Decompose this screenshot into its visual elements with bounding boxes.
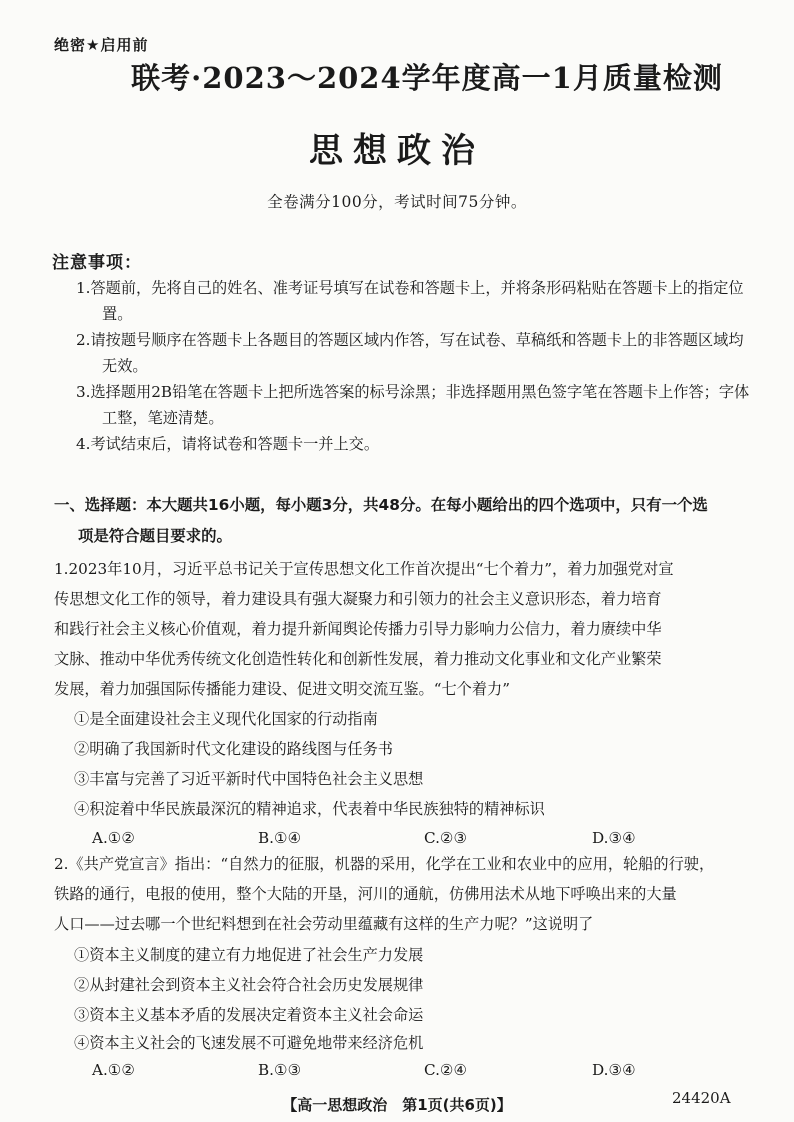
q2-item-2: ②从封建社会到资本主义社会符合社会历史发展规律 (74, 976, 424, 994)
question-1-stem (54, 554, 754, 704)
q1-item-3: ③丰富与完善了习近平新时代中国特色社会主义思想 (74, 770, 424, 788)
subject-title: 思想政治 (309, 131, 485, 171)
q1-option-c[interactable]: C.②③ (424, 829, 468, 847)
q2-item-1: ①资本主义制度的建立有力地促进了社会生产力发展 (74, 946, 424, 964)
notice-item-3: 3.选择题用2B铅笔在答题卡上把所选答案的标号涂黑；非选择题用黑色签字笔在答题卡上作答；字体工整，笔迹清楚。 (76, 383, 750, 427)
q1-item-2: ②明确了我国新时代文化建设的路线图与任务书 (74, 740, 393, 758)
q2-stem-line: 铁路的通行，电报的使用，整个大陆的开垦，河川的通航，仿佛用法术从地下呼唤出来的大量 (54, 885, 677, 903)
q2-stem-line: 人口——过去哪一个世纪料想到在社会劳动里蕴藏有这样的生产力呢？”这说明了 (54, 915, 594, 933)
notice-title: 注意事项： (52, 253, 142, 273)
q2-option-d[interactable]: D.③④ (592, 1061, 636, 1079)
q1-stem-line: 发展，着力加强国际传播能力建设、促进文明交流互鉴。“七个着力” (54, 680, 510, 698)
q1-option-a[interactable]: A.①② (92, 829, 136, 847)
q2-item-3: ③资本主义基本矛盾的发展决定着资本主义社会命运 (74, 1006, 424, 1024)
q2-option-c[interactable]: C.②④ (424, 1061, 468, 1079)
notice-item-2: 2.请按题号顺序在答题卡上各题目的答题区域内作答，写在试卷、草稿纸和答题卡上的非答题区域均无效。 (76, 331, 744, 375)
question-2-stem (54, 849, 754, 939)
q2-item-4: ④资本主义社会的飞速发展不可避免地带来经济危机 (74, 1034, 424, 1052)
confidential-label: 绝密★启用前 (54, 36, 149, 54)
notice-item-4: 4.考试结束后，请将试卷和答题卡一并上交。 (76, 435, 380, 453)
q2-options (92, 1055, 732, 1085)
q2-option-b[interactable]: B.①③ (258, 1061, 302, 1079)
q1-stem-line: 传思想文化工作的领导，着力建设具有强大凝聚力和引领力的社会主义意识形态，着力培育 (54, 590, 662, 608)
q1-option-d[interactable]: D.③④ (592, 829, 636, 847)
section-heading-line2: 项是符合题目要求的。 (78, 527, 232, 545)
q1-item-4: ④积淀着中华民族最深沉的精神追求，代表着中华民族独特的精神标识 (74, 800, 545, 818)
q1-stem-line: 1.2023年10月，习近平总书记关于宣传思想文化工作首次提出“七个着力”，着力加强党对宣 (54, 560, 674, 578)
notice-item-1: 1.答题前，先将自己的姓名、准考证号填写在试卷和答题卡上，并将条形码粘贴在答题卡上的指定位置。 (76, 279, 744, 323)
q2-option-a[interactable]: A.①② (92, 1061, 136, 1079)
score-info: 全卷满分100分，考试时间75分钟。 (267, 193, 527, 211)
section-heading-line1: 一、选择题：本大题共16小题，每小题3分，共48分。在每小题给出的四个选项中，只有一个选 (54, 496, 708, 514)
q1-item-1: ①是全面建设社会主义现代化国家的行动指南 (74, 710, 378, 728)
q2-stem-line: 2.《共产党宣言》指出：“自然力的征服，机器的采用，化学在工业和农业中的应用，轮船的行驶， (54, 855, 715, 873)
section-heading (54, 490, 754, 552)
q1-option-b[interactable]: B.①④ (258, 829, 302, 847)
exam-title: 联考·2023～2024学年度高一1月质量检测 (131, 61, 723, 95)
q1-stem-line: 文脉、推动中华优秀传统文化创造性转化和创新性发展，着力推动文化事业和文化产业繁荣 (54, 650, 662, 668)
q1-stem-line: 和践行社会主义核心价值观，着力提升新闻舆论传播力引导力影响力公信力，着力赓续中华 (54, 620, 662, 638)
page-footer: 【高一思想政治 第1页(共6页)】 (282, 1096, 512, 1114)
notice-list (76, 275, 756, 457)
paper-code: 24420A (672, 1089, 731, 1107)
